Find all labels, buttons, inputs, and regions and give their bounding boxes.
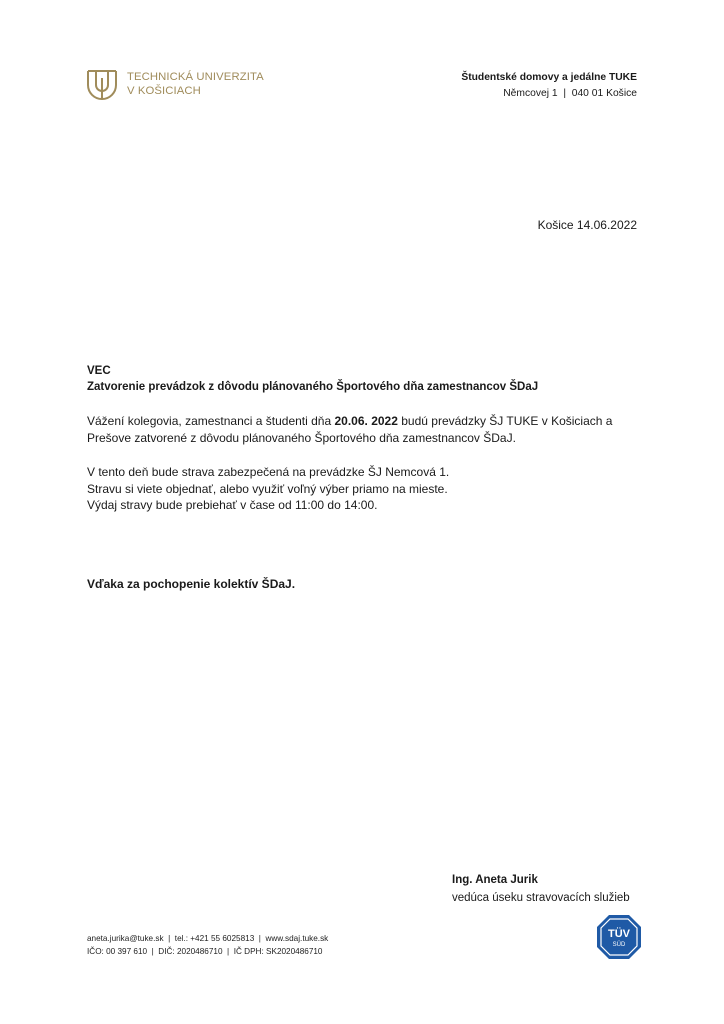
footer-line-2: IČO: 00 397 610 | DIČ: 2020486710 | IČ DPH: SK2020486710	[87, 947, 323, 956]
footer-line-1: aneta.jurika@tuke.sk | tel.: +421 55 6025813 | www.sdaj.tuke.sk	[87, 934, 329, 943]
university-logo	[86, 68, 264, 100]
tuv-certification-badge	[596, 914, 642, 965]
logo-line-2: V KOŠICIACH	[127, 85, 201, 97]
tuke-emblem-icon	[86, 68, 118, 100]
subject-label: VEC	[87, 365, 111, 377]
sender-name: Študentské domovy a jedálne TUKE	[461, 72, 637, 83]
tuv-text: TÜV	[608, 928, 630, 940]
p1-text-after: budú prevádzky ŠJ TUKE v Košiciach a	[397, 414, 613, 428]
subject-block	[87, 363, 538, 395]
p1-text-before: Vážení kolegovia, zamestnanci a študenti dňa	[87, 414, 335, 428]
paragraph-1-line-1	[87, 413, 647, 430]
event-date: 20.06. 2022	[334, 414, 398, 428]
logo-wordmark	[127, 70, 264, 98]
signatory-name: Ing. Aneta Jurik	[452, 874, 538, 886]
sud-text: SÜD	[612, 942, 626, 948]
paragraph-2	[87, 464, 647, 514]
letter-date: Košice 14.06.2022	[537, 218, 637, 232]
paragraph-1-line-2: Prešove zatvorené z dôvodu plánovaného Športového dňa zamestnancov ŠDaJ.	[87, 430, 516, 445]
sender-address: Němcovej 1 | 040 01 Košice	[503, 88, 637, 99]
sender-block	[461, 70, 637, 102]
paragraph-2-line-1: V tento deň bude strava zabezpečená na prevádzke ŠJ Nemcová 1.	[87, 465, 450, 479]
closing-line: Vďaka za pochopenie kolektív ŠDaJ.	[87, 577, 296, 591]
signatory-role: vedúca úseku stravovacích služieb	[452, 892, 630, 904]
paragraph-2-line-2: Stravu si viete objednať, alebo využiť voľný výber priamo na mieste.	[87, 481, 448, 496]
tuv-logo-icon	[596, 914, 642, 960]
logo-line-1: TECHNICKÁ UNIVERZITA	[127, 71, 264, 83]
paragraph-1	[87, 413, 647, 446]
footer-contacts	[87, 932, 328, 958]
subject-title: Zatvorenie prevádzok z dôvodu plánovaného Športového dňa zamestnancov ŠDaJ	[87, 381, 539, 393]
paragraph-2-line-3: Výdaj stravy bude prebiehať v čase od 11:00 do 14:00.	[87, 498, 378, 512]
signature-block	[452, 871, 630, 907]
